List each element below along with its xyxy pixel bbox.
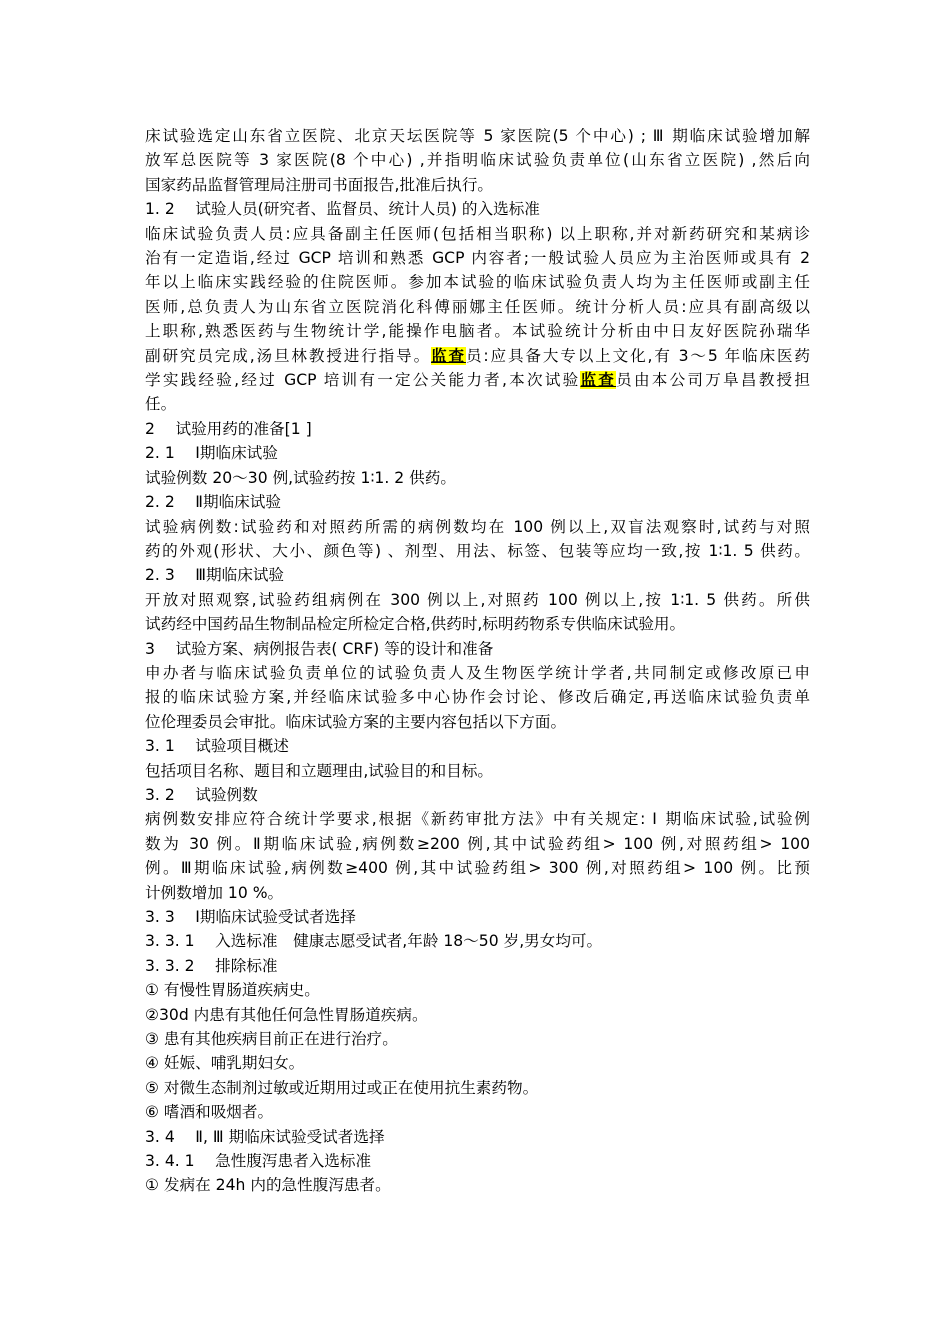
- section-heading: 3. 3 Ⅰ期临床试验受试者选择: [145, 908, 356, 926]
- paragraph-line: 报的临床试验方案,并经临床试验多中心协作会讨论、修改后确定,再送临床试验负责单: [145, 688, 810, 707]
- section-heading: 2 试验用药的准备[1 ]: [145, 419, 312, 438]
- list-item: ⑤ 对微生态制剂过敏或近期用过或正在使用抗生素药物。: [145, 1078, 539, 1097]
- document-body: [145, 124, 810, 1198]
- paragraph-line: 3. 3. 1 入选标准 健康志愿受试者,年龄 18～50 岁,男女均可。: [145, 932, 603, 951]
- list-item: ① 有慢性胃肠道疾病史。: [145, 981, 320, 1000]
- paragraph-line: 药的外观(形状、大小、颜色等) 、剂型、用法、标签、包装等应均一致,按 1∶1. 5 供药。: [145, 541, 810, 560]
- highlighted-term: 监查: [431, 346, 466, 365]
- paragraph-line: 试药经中国药品生物制品检定所检定合格,供药时,标明药物系专供临床试验用。: [145, 615, 686, 634]
- line-text-after: 员:应具备大专以上文化,有 3～5 年临床医药: [465, 346, 810, 365]
- paragraph-line: 上职称,熟悉医药与生物统计学,能操作电脑者。本试验统计分析由中日友好医院孙瑞华: [145, 322, 810, 341]
- paragraph-line: 试验例数 20～30 例,试验药按 1∶1. 2 供药。: [145, 468, 456, 487]
- paragraph-line: [145, 368, 810, 392]
- highlighted-term: 监查: [580, 371, 617, 390]
- paragraph-line: 床试验选定山东省立医院、北京天坛医院等 5 家医院(5 个中心) ; Ⅲ 期临床试验增加解: [145, 127, 810, 145]
- section-heading: 1. 2 试验人员(研究者、监督员、统计人员) 的入选标准: [145, 200, 540, 219]
- section-heading: 3. 4. 1 急性腹泻患者入选标准: [145, 1152, 372, 1171]
- paragraph-line: [145, 344, 810, 368]
- section-heading: 2. 1 Ⅰ期临床试验: [145, 444, 278, 463]
- paragraph-line: 开放对照观察,试验药组病例在 300 例以上,对照药 100 例以上,按 1∶1. 5 供药。所供: [145, 590, 810, 609]
- paragraph-line: 试验病例数:试验药和对照药所需的病例数均在 100 例以上,双盲法观察时,试药与对照: [145, 517, 810, 536]
- line-text-before: 学实践经验,经过 GCP 培训有一定公关能力者,本次试验: [145, 371, 581, 390]
- paragraph-line: 治有一定造诣,经过 GCP 培训和熟悉 GCP 内容者;一般试验人员应为主治医师或具有 2: [145, 249, 810, 268]
- paragraph-line: 计例数增加 10 %。: [145, 883, 284, 902]
- list-item: ① 发病在 24h 内的急性腹泻患者。: [145, 1176, 391, 1195]
- section-heading: 3. 3. 2 排除标准: [145, 956, 278, 975]
- paragraph-line: 病例数安排应符合统计学要求,根据《新药审批方法》中有关规定: Ⅰ 期临床试验,试验例: [145, 810, 810, 829]
- paragraph-line: 包括项目名称、题目和立题理由,试验目的和目标。: [145, 761, 494, 780]
- paragraph-line: 例。Ⅲ期临床试验,病例数≥400 例,其中试验药组> 300 例,对照药组> 100 例。比预: [145, 859, 810, 878]
- paragraph-line: 数为 30 例。Ⅱ期临床试验,病例数≥200 例,其中试验药组> 100 例,对照药组> 100: [145, 834, 810, 853]
- line-text-after: 员由本公司万阜昌教授担: [616, 371, 810, 390]
- paragraph-line: 申办者与临床试验负责单位的试验负责人及生物医学统计学者,共同制定或修改原已申: [145, 663, 810, 682]
- paragraph-line: 医师,总负责人为山东省立医院消化科傅丽娜主任医师。统计分析人员:应具有副高级以: [145, 297, 810, 316]
- list-item: ④ 妊娠、哺乳期妇女。: [145, 1054, 305, 1073]
- section-heading: 3. 4 Ⅱ, Ⅲ 期临床试验受试者选择: [145, 1127, 385, 1146]
- section-heading: 2. 2 Ⅱ期临床试验: [145, 493, 281, 512]
- section-heading: 3 试验方案、病例报告表( CRF) 等的设计和准备: [145, 639, 494, 658]
- list-item: ②30d 内患有其他任何急性胃肠道疾病。: [145, 1005, 428, 1024]
- paragraph-line: 放军总医院等 3 家医院(8 个中心) ,并指明临床试验负责单位(山东省立医院) ,然后向: [145, 151, 810, 170]
- line-text-before: 副研究员完成,汤旦林教授进行指导。: [145, 346, 432, 365]
- paragraph-line: 位伦理委员会审批。临床试验方案的主要内容包括以下方面。: [145, 712, 567, 731]
- section-heading: 2. 3 Ⅲ期临床试验: [145, 566, 285, 585]
- list-item: ③ 患有其他疾病目前正在进行治疗。: [145, 1030, 398, 1049]
- paragraph-line: 临床试验负责人员:应具备副主任医师(包括相当职称) 以上职称,并对新药研究和某病诊: [145, 224, 810, 243]
- paragraph-line: 任。: [145, 395, 177, 414]
- section-heading: 3. 2 试验例数: [145, 785, 258, 804]
- section-heading: 3. 1 试验项目概述: [145, 737, 289, 756]
- list-item: ⑥ 嗜酒和吸烟者。: [145, 1103, 274, 1122]
- paragraph-line: 国家药品监督管理局注册司书面报告,批准后执行。: [145, 175, 494, 194]
- paragraph-line: 年以上临床实践经验的住院医师。参加本试验的临床试验负责人均为主任医师或副主任: [145, 273, 810, 292]
